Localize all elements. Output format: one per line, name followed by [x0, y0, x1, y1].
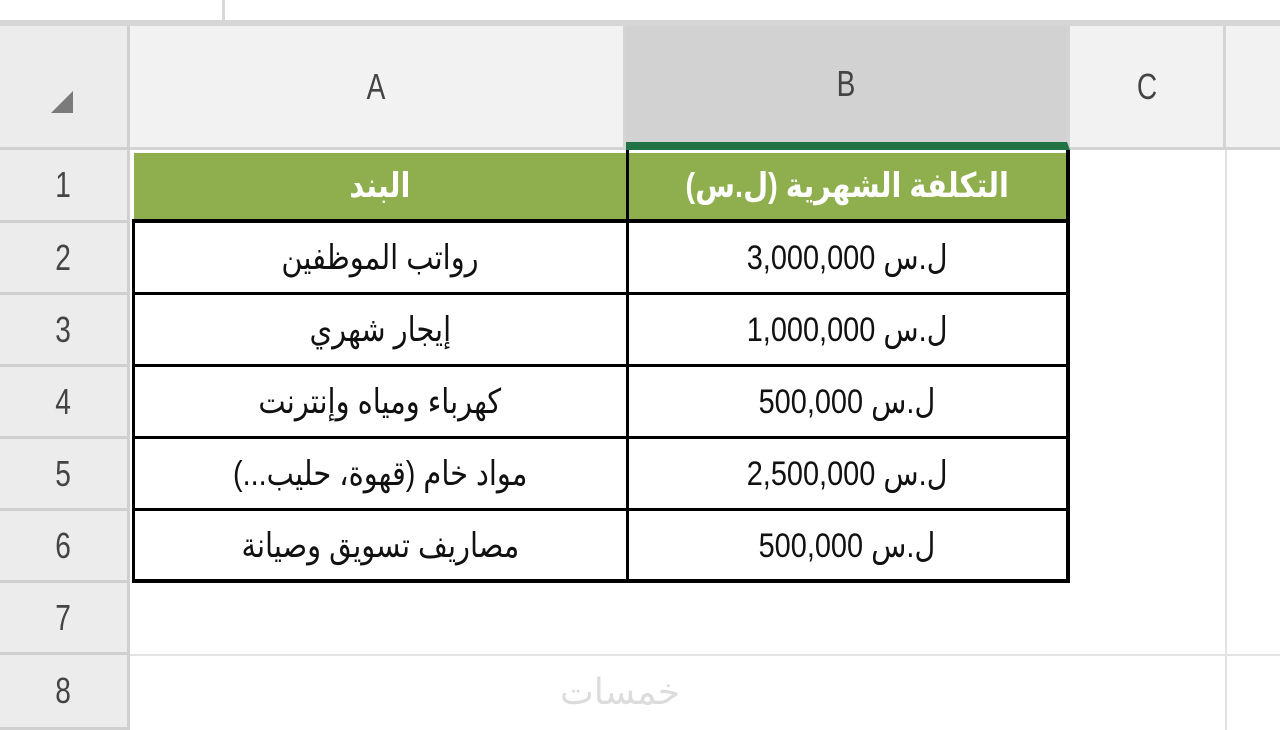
row-header-7-label: 7 [55, 596, 72, 638]
cell-b6[interactable] [629, 512, 1066, 579]
header-item-label: البند [349, 167, 411, 205]
row-header-2-label: 2 [55, 236, 72, 278]
cost-value: ل.س 2,500,000 [747, 455, 948, 493]
cost-value: ل.س 500,000 [759, 526, 936, 565]
row-header-1[interactable] [0, 150, 130, 223]
table-border [132, 292, 1070, 295]
column-header-c-label: C [1136, 65, 1157, 107]
select-all-corner[interactable] [0, 26, 130, 150]
row-header-8[interactable] [0, 655, 130, 730]
row-header-7[interactable] [0, 583, 130, 655]
cell-b3[interactable] [629, 296, 1066, 364]
watermark: خمسات [560, 672, 681, 713]
cost-value: ل.س 3,000,000 [747, 239, 948, 277]
column-header-d[interactable] [1226, 26, 1280, 150]
column-header-b-label: B [837, 63, 856, 104]
item-label: مصاريف تسويق وصيانة [241, 526, 519, 565]
cell-b2[interactable] [629, 224, 1066, 292]
item-label: كهرباء ومياه وإنترنت [258, 383, 502, 421]
formula-bar-divider [222, 0, 225, 20]
row-header-3-label: 3 [55, 308, 72, 350]
cell-a4[interactable] [134, 368, 626, 436]
formula-bar [0, 0, 1280, 26]
cost-value: ل.س 500,000 [759, 383, 936, 421]
cell-a2[interactable] [134, 224, 626, 292]
item-label: إيجار شهري [309, 311, 451, 349]
item-label: رواتب الموظفين [281, 239, 479, 277]
row-header-4[interactable] [0, 367, 130, 439]
table-border [132, 219, 1070, 223]
cell-b5[interactable] [629, 440, 1066, 508]
item-label: مواد خام (قهوة، حليب...) [232, 455, 528, 493]
table-border [132, 579, 1070, 583]
table-border [132, 508, 1070, 511]
table-border [132, 223, 135, 582]
cost-value: ل.س 1,000,000 [747, 311, 948, 349]
cell-a6[interactable] [134, 512, 626, 579]
cell-a5[interactable] [134, 440, 626, 508]
cell-a3[interactable] [134, 296, 626, 364]
cell-a1-header-item[interactable] [134, 153, 626, 219]
column-header-a[interactable] [130, 26, 626, 150]
row-header-3[interactable] [0, 295, 130, 367]
spreadsheet-grid [0, 26, 1280, 730]
row-header-2[interactable] [0, 223, 130, 295]
row-header-6-label: 6 [55, 524, 72, 566]
column-header-a-label: A [367, 65, 386, 107]
gridline [130, 654, 1280, 656]
column-header-b[interactable] [626, 26, 1070, 150]
cell-b1-header-cost[interactable] [629, 153, 1066, 219]
column-header-c[interactable] [1070, 26, 1226, 150]
header-cost-label: التكلفة الشهرية (ل.س) [685, 167, 1010, 205]
row-header-6[interactable] [0, 511, 130, 583]
cell-b4[interactable] [629, 368, 1066, 436]
table-border [132, 364, 1070, 367]
row-header-5-label: 5 [55, 452, 72, 494]
table-border [132, 436, 1070, 439]
gridline [1225, 150, 1227, 730]
select-all-triangle-icon [51, 91, 73, 113]
row-header-1-label: 1 [55, 164, 72, 205]
row-header-5[interactable] [0, 439, 130, 511]
row-header-8-label: 8 [55, 670, 72, 711]
row-header-4-label: 4 [55, 380, 72, 422]
